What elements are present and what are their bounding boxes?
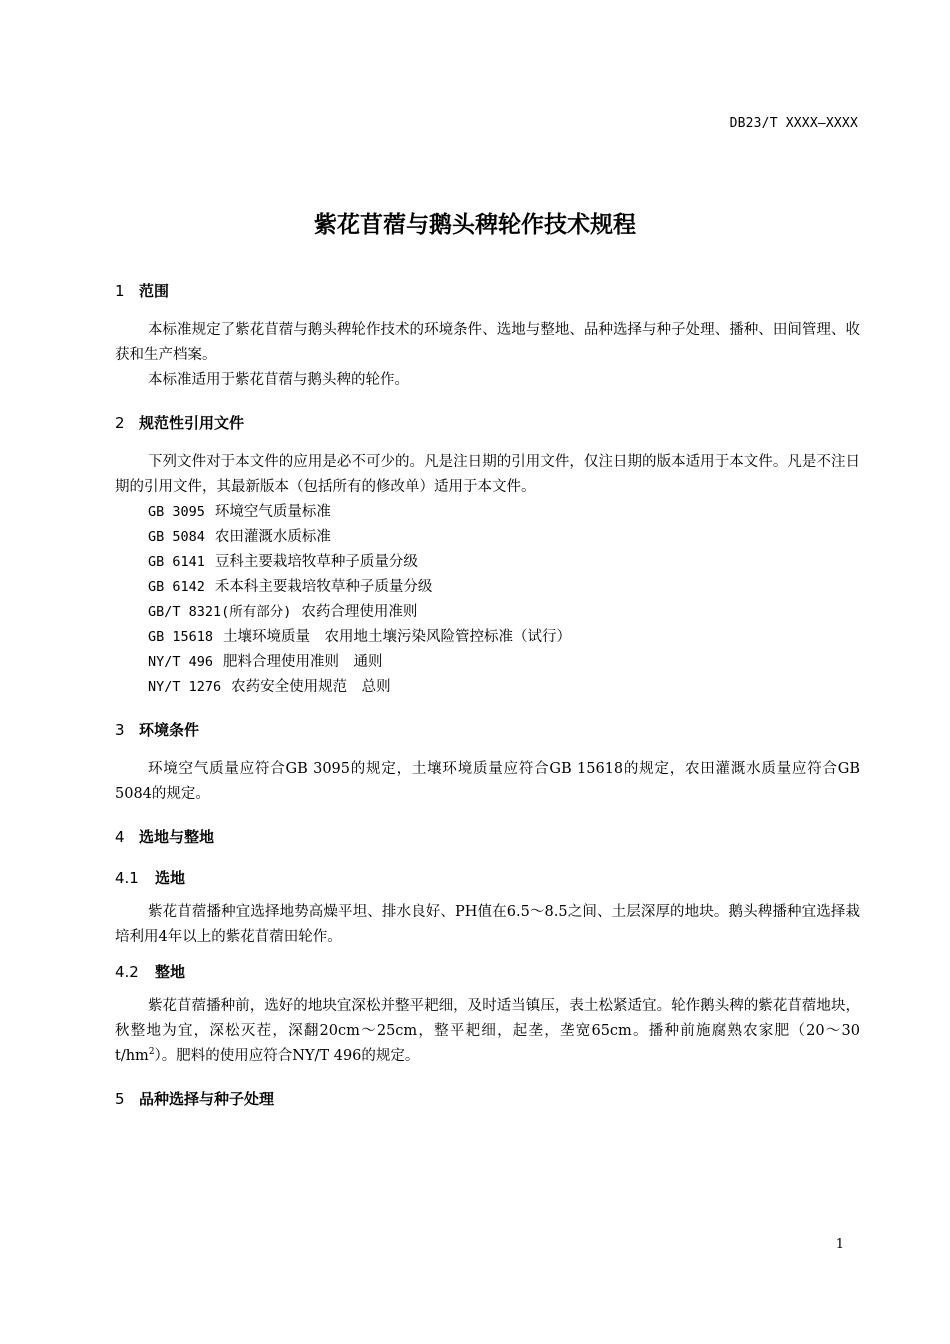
reference-item bbox=[115, 625, 860, 650]
reference-title: 肥料合理使用准则 通则 bbox=[223, 654, 383, 670]
subsection-number: 4.2 bbox=[115, 963, 139, 981]
paragraph bbox=[115, 994, 860, 1069]
paragraph: 紫花苜蓿播种宜选择地势高燥平坦、排水良好、PH值在6.5～8.5之间、土层深厚的地块。鹅头稗播种宜选择栽培利用4年以上的紫花苜蓿田轮作。 bbox=[115, 904, 860, 945]
paragraph: 本标准规定了紫花苜蓿与鹅头稗轮作技术的环境条件、选地与整地、品种选择与种子处理、播种、田间管理、收获和生产档案。 bbox=[115, 322, 860, 363]
page-number: 1 bbox=[835, 1237, 844, 1252]
reference-code: GB 3095 bbox=[148, 504, 205, 520]
reference-code: NY/T 1276 bbox=[148, 679, 222, 695]
section-number: 4 bbox=[115, 828, 125, 846]
reference-code: GB 5084 bbox=[148, 529, 205, 545]
reference-item bbox=[115, 525, 860, 550]
section-heading-scope bbox=[115, 280, 860, 302]
reference-item bbox=[115, 500, 860, 525]
subsection-heading-site-selection bbox=[115, 867, 860, 889]
document-body bbox=[115, 280, 860, 1110]
paragraph: 下列文件对于本文件的应用是必不可少的。凡是注日期的引用文件，仅注日期的版本适用于本文件。凡是不注日期的引用文件，其最新版本（包括所有的修改单）适用于本文件。 bbox=[115, 454, 860, 495]
paragraph: 环境空气质量应符合GB 3095的规定，土壤环境质量应符合GB 15618的规定，农田灌溉水质量应符合GB 5084的规定。 bbox=[115, 761, 860, 802]
reference-title: 豆科主要栽培牧草种子质量分级 bbox=[214, 554, 418, 570]
section-title: 选地与整地 bbox=[139, 828, 215, 846]
subsection-heading-land-preparation bbox=[115, 961, 860, 983]
reference-item bbox=[115, 575, 860, 600]
reference-item bbox=[115, 600, 860, 625]
section-number: 1 bbox=[115, 282, 125, 300]
section-title: 规范性引用文件 bbox=[139, 414, 245, 432]
document-title: 紫花苜蓿与鹅头稗轮作技术规程 bbox=[314, 212, 636, 238]
paragraph-text: ）。肥料的使用应符合NY/T 496的规定。 bbox=[154, 1048, 420, 1064]
standard-code: DB23/T XXXX—XXXX bbox=[729, 116, 858, 131]
reference-item bbox=[115, 550, 860, 575]
section-heading-normative-references bbox=[115, 412, 860, 434]
reference-item bbox=[115, 650, 860, 675]
section-heading-variety-selection bbox=[115, 1088, 860, 1110]
subsection-title: 整地 bbox=[155, 963, 186, 981]
reference-title: 环境空气质量标准 bbox=[214, 504, 331, 520]
paragraph-text: 紫花苜蓿播种前，选好的地块宜深松并整平耙细，及时适当镇压，表土松紧适宜。轮作鹅头稗的紫花苜蓿地块，秋整地为宜，深松灭茬，深翻20cm～25cm，整平耙细，起垄，垄宽65cm。播种前施腐熟农家肥（20～30 t/hm bbox=[115, 998, 860, 1064]
section-title: 环境条件 bbox=[139, 721, 200, 739]
superscript: 2 bbox=[148, 1047, 155, 1058]
section-number: 2 bbox=[115, 414, 125, 432]
section-number: 5 bbox=[115, 1090, 125, 1108]
reference-code: GB 6142 bbox=[148, 579, 205, 595]
section-heading-site-selection bbox=[115, 826, 860, 848]
reference-title: 禾本科主要栽培牧草种子质量分级 bbox=[214, 579, 433, 595]
reference-title: 农药合理使用准则 bbox=[301, 604, 418, 620]
section-title: 范围 bbox=[139, 282, 170, 300]
section-heading-environment bbox=[115, 719, 860, 741]
subsection-title: 选地 bbox=[155, 869, 186, 887]
subsection-number: 4.1 bbox=[115, 869, 139, 887]
reference-code: GB 6141 bbox=[148, 554, 205, 570]
reference-item bbox=[115, 675, 860, 700]
reference-title: 农田灌溉水质标准 bbox=[214, 529, 331, 545]
section-title: 品种选择与种子处理 bbox=[139, 1090, 275, 1108]
section-number: 3 bbox=[115, 721, 125, 739]
reference-code: GB 15618 bbox=[148, 629, 214, 645]
reference-title: 土壤环境质量 农用地土壤污染风险管控标准（试行） bbox=[223, 629, 572, 645]
reference-title: 农药安全使用规范 总则 bbox=[231, 679, 391, 695]
reference-code: GB/T 8321(所有部分) bbox=[148, 604, 292, 620]
reference-code: NY/T 496 bbox=[148, 654, 214, 670]
paragraph: 本标准适用于紫花苜蓿与鹅头稗的轮作。 bbox=[148, 372, 409, 388]
